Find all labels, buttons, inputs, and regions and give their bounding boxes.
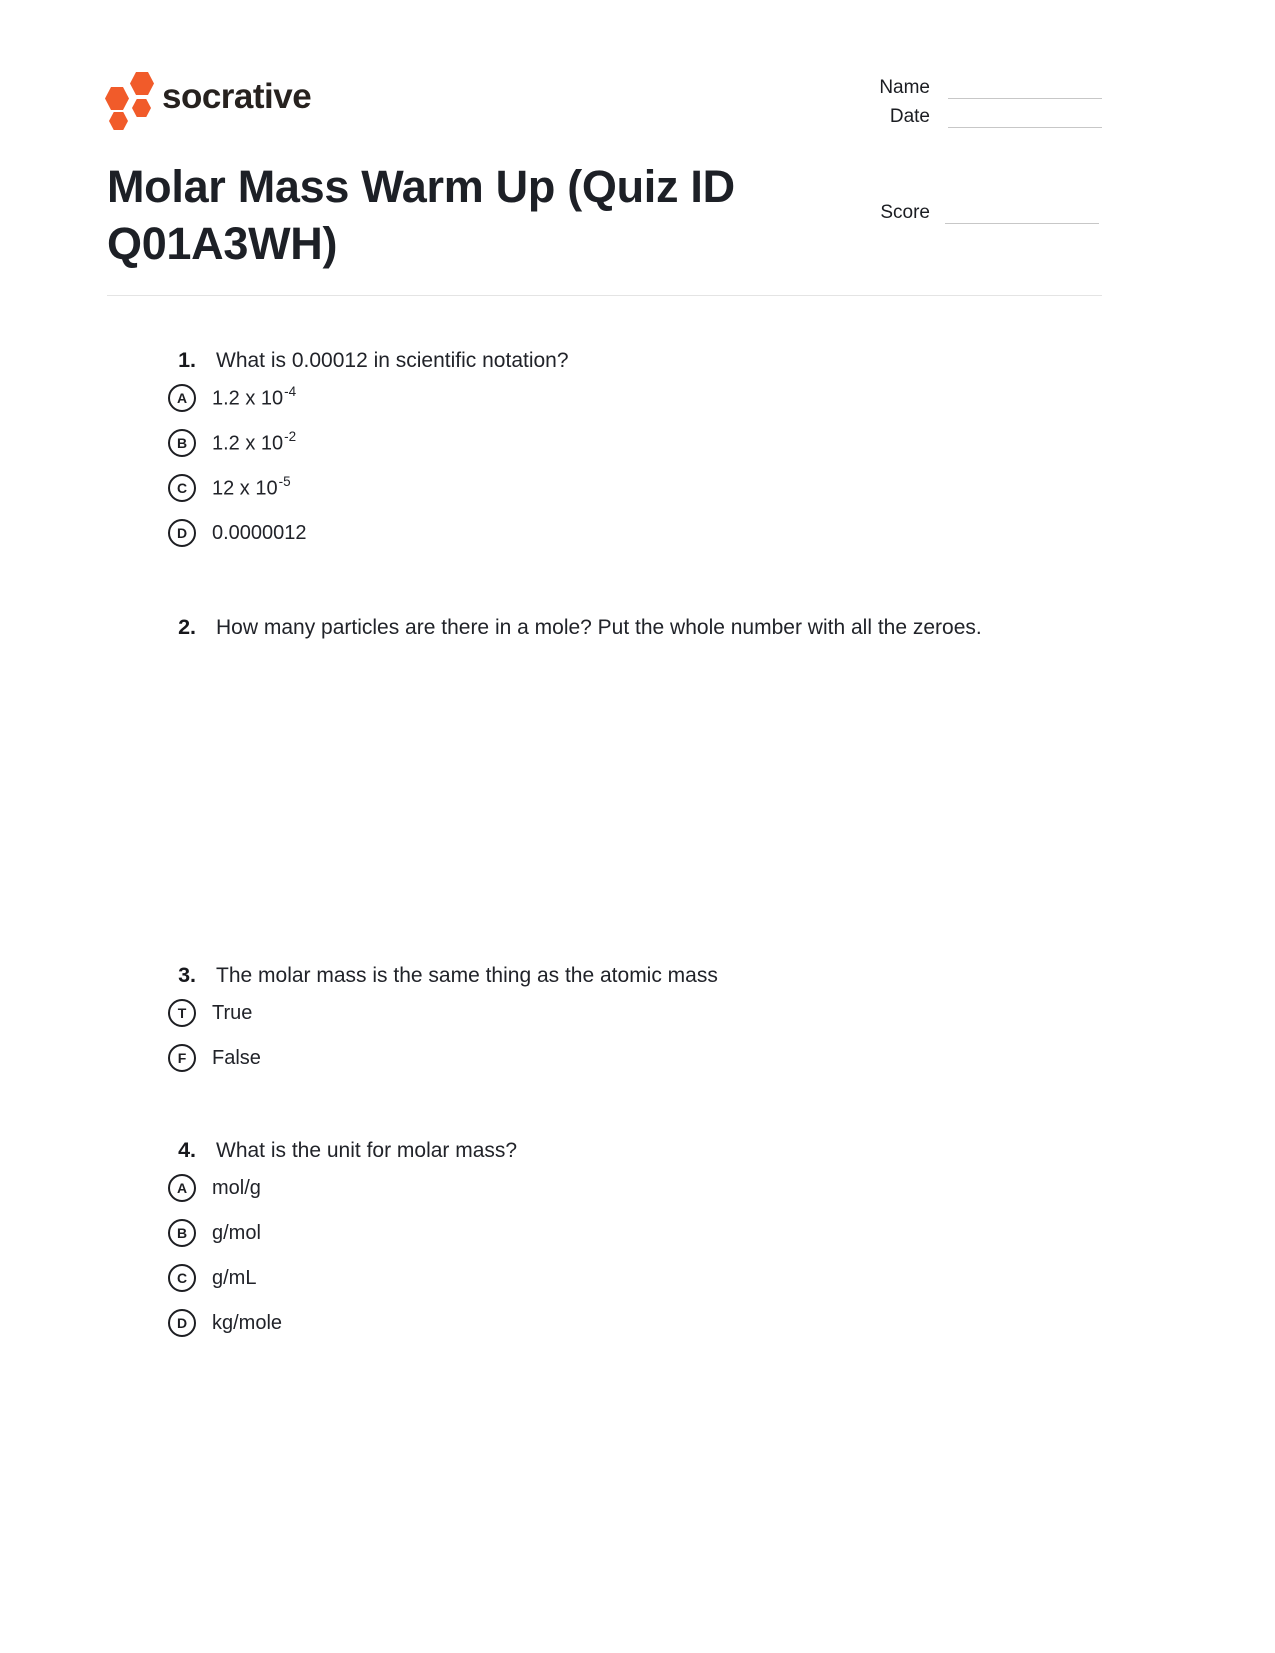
question-text: What is the unit for molar mass? xyxy=(216,1139,518,1162)
answer-option-B[interactable] xyxy=(168,1219,1107,1247)
logo-hexagon-icon xyxy=(130,72,154,95)
option-list xyxy=(107,1174,1107,1337)
question-text: What is 0.00012 in scientific notation? xyxy=(216,349,569,372)
option-letter-bubble[interactable]: F xyxy=(168,1044,196,1072)
option-list xyxy=(107,384,1107,547)
answer-option-B[interactable] xyxy=(168,429,1107,457)
option-text: kg/mole xyxy=(212,1311,283,1334)
question-block xyxy=(107,612,1107,651)
answer-option-A[interactable] xyxy=(168,384,1107,412)
option-text: 0.0000012 xyxy=(212,521,307,544)
question-block xyxy=(107,345,1107,564)
free-response-area[interactable] xyxy=(200,660,1030,940)
logo-hexagon-icon xyxy=(109,112,128,130)
option-letter-bubble[interactable]: A xyxy=(168,384,196,412)
option-text: 1.2 x $10^{-4}$ xyxy=(212,384,297,410)
answer-option-C[interactable] xyxy=(168,1264,1107,1292)
option-text: mol/g xyxy=(212,1176,261,1199)
question-block xyxy=(107,1135,1107,1354)
option-list xyxy=(107,999,1107,1072)
date-write-in-line[interactable] xyxy=(948,126,1102,128)
option-letter-bubble[interactable]: A xyxy=(168,1174,196,1202)
question-header xyxy=(107,345,1107,376)
answer-option-C[interactable] xyxy=(168,474,1107,502)
answer-option-T[interactable] xyxy=(168,999,1107,1027)
question-text: How many particles are there in a mole? Put the whole number with all the zeroes. xyxy=(216,616,982,639)
option-text: 12 x $10^{-5}$ xyxy=(212,474,291,500)
question-header xyxy=(107,1135,1107,1166)
option-text: g/mL xyxy=(212,1266,257,1289)
option-letter-bubble[interactable]: D xyxy=(168,1309,196,1337)
logo-hexagon-icon xyxy=(132,99,151,117)
logo-wordmark: socrative xyxy=(162,77,312,116)
question-text: The molar mass is the same thing as the atomic mass xyxy=(216,964,718,987)
name-label: Name xyxy=(879,77,930,98)
socrative-logo xyxy=(104,68,364,130)
option-text: False xyxy=(212,1046,261,1069)
date-label: Date xyxy=(889,106,930,127)
answer-option-A[interactable] xyxy=(168,1174,1107,1202)
option-letter-bubble[interactable]: B xyxy=(168,429,196,457)
option-text: g/mol xyxy=(212,1221,261,1244)
option-text: True xyxy=(212,1001,253,1024)
question-number: 2. xyxy=(178,615,196,639)
score-label: Score xyxy=(880,202,930,223)
answer-option-D[interactable] xyxy=(168,519,1107,547)
option-letter-bubble[interactable]: B xyxy=(168,1219,196,1247)
question-header xyxy=(107,960,1107,991)
header-divider xyxy=(107,295,1102,296)
option-letter-bubble[interactable]: D xyxy=(168,519,196,547)
option-text: 1.2 x $10^{-2}$ xyxy=(212,429,297,455)
page-title: Molar Mass Warm Up (Quiz ID Q01A3WH) xyxy=(107,161,735,269)
answer-option-F[interactable] xyxy=(168,1044,1107,1072)
question-number: 1. xyxy=(178,348,196,372)
logo-hexagon-icon xyxy=(105,87,129,110)
question-block xyxy=(107,960,1107,1089)
question-number: 4. xyxy=(178,1138,196,1162)
option-letter-bubble[interactable]: C xyxy=(168,474,196,502)
score-write-in-line[interactable] xyxy=(945,222,1099,224)
answer-option-D[interactable] xyxy=(168,1309,1107,1337)
option-letter-bubble[interactable]: C xyxy=(168,1264,196,1292)
option-letter-bubble[interactable]: T xyxy=(168,999,196,1027)
name-write-in-line[interactable] xyxy=(948,97,1102,99)
question-header xyxy=(107,612,1107,643)
question-number: 3. xyxy=(178,963,196,987)
